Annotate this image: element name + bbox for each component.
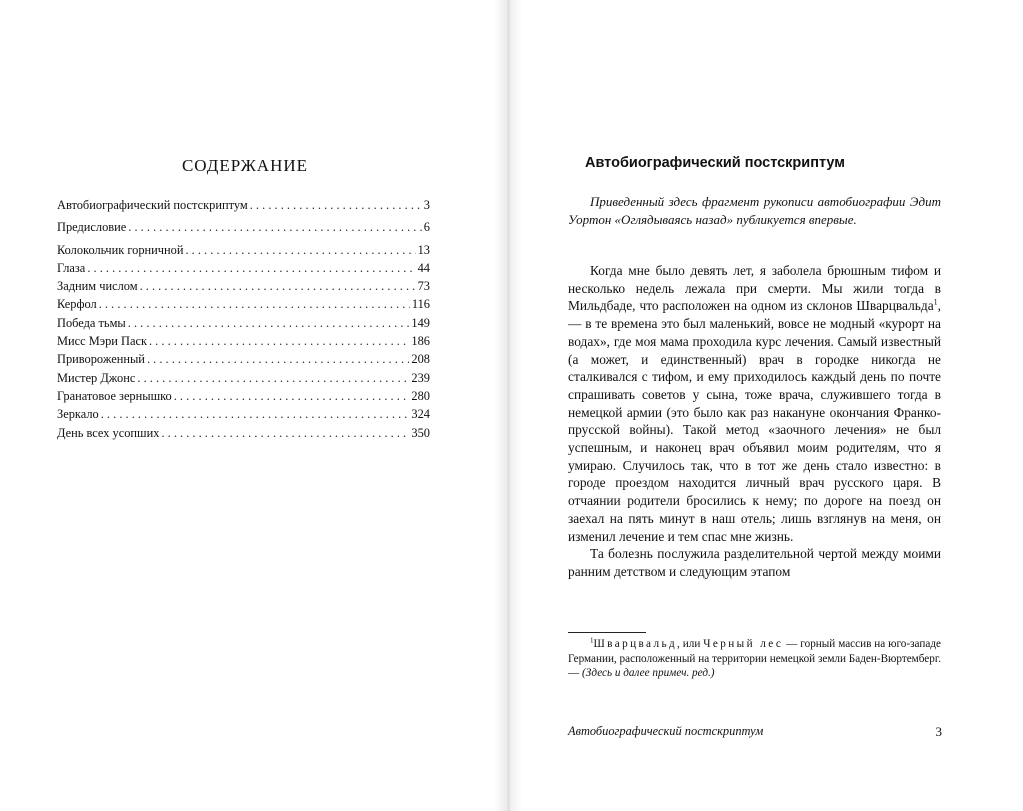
toc-entry-page: 186 xyxy=(411,334,430,349)
running-footer: Автобиографический постскриптум xyxy=(568,724,764,738)
paragraph-1-start: Когда мне было девять лет, я заболела брюшным тифом и несколько недель лежала при смерти. Мы жили тогда в Мильдбаде, что расположен на одном из склонов Шварцвальда xyxy=(568,263,941,314)
toc-entry-title: Задним числом xyxy=(57,279,138,294)
body-text xyxy=(568,262,941,581)
paragraph-1-end: , — в те времена это был маленький, вовсе не модный «курорт на водах», где моя мама проходила курс лечения. Самый известный (а может, и единственный) врач в городке никогда не сталкивался с тифом, и ему приходилось каждый день по почте спрашивать советов у сына, тоже врача, служившего тогда в немецкой армии (это было как раз накануне окончания Франко-прусской войны). Такой метод «заочного лечения» не был успешным, и наконец врач объявил моим родителям, что я умираю. Случилось так, что в тот же день стало известно: в городе проездом находится личный врач русского царя. В отчаянии родители бросились к нему; по дороге на поезд он заехал на пять минут в наш отель; лишь взглянув на меня, он изменил лечение и тем спас мне жизнь. xyxy=(568,298,941,544)
footnote-term-1: Шварцвальд xyxy=(593,638,678,650)
footnote-editor-note: (Здесь и далее примеч. ред.) xyxy=(581,667,715,679)
toc-leader-dots xyxy=(99,295,410,313)
toc-entry-page: 73 xyxy=(417,279,430,294)
toc-entry xyxy=(57,332,430,350)
toc-leader-dots xyxy=(101,405,410,423)
toc-entry-title: Привороженный xyxy=(57,352,145,367)
toc-entry-page: 149 xyxy=(411,315,430,330)
toc-entry-page: 116 xyxy=(411,297,430,312)
toc-entry-page: 324 xyxy=(411,407,430,422)
footnote-term-2: Черный лес xyxy=(703,638,784,650)
toc-entry-title: Мисс Мэри Паск xyxy=(57,334,147,349)
toc-entry xyxy=(57,277,430,295)
toc-entry xyxy=(57,350,430,368)
table-of-contents xyxy=(57,196,430,442)
toc-leader-dots xyxy=(147,350,409,368)
toc-entry xyxy=(57,295,430,313)
toc-entry-title: День всех усопших xyxy=(57,425,160,440)
toc-entry xyxy=(57,424,430,442)
toc-entry-page: 13 xyxy=(417,242,430,257)
toc-entry-title: Предисловие xyxy=(57,220,127,235)
toc-entry-page: 6 xyxy=(423,220,430,235)
toc-entry-page: 239 xyxy=(411,370,430,385)
footnote-rule xyxy=(568,632,646,633)
footnote xyxy=(568,637,941,681)
toc-entry xyxy=(57,218,430,236)
footnote-mid: , или xyxy=(677,638,704,650)
footnote-marker: 1 xyxy=(590,636,594,645)
toc-entry-page: 350 xyxy=(411,425,430,440)
footnote-ref: 1 xyxy=(933,297,938,307)
toc-entry xyxy=(57,369,430,387)
toc-entry-title: Мистер Джонс xyxy=(57,370,136,385)
toc-leader-dots xyxy=(174,387,410,405)
paragraph-1 xyxy=(568,262,941,545)
toc-entry-title: Автобиографический постскриптум xyxy=(57,198,248,212)
toc-entry xyxy=(57,241,430,259)
toc-entry-title: Керфол xyxy=(57,297,97,312)
toc-leader-dots xyxy=(250,196,422,214)
toc-entry-title: Зеркало xyxy=(57,407,99,422)
toc-entry-page: 44 xyxy=(417,260,430,275)
toc-entry-title: Победа тьмы xyxy=(57,315,126,330)
toc-leader-dots xyxy=(140,277,416,295)
book-gutter xyxy=(494,0,522,811)
toc-entry-title: Гранатовое зернышко xyxy=(57,388,172,403)
page-number: 3 xyxy=(935,724,942,739)
chapter-title: Автобиографический постскриптум xyxy=(584,155,846,171)
toc-entry xyxy=(57,314,430,332)
toc-entry-title: Глаза xyxy=(57,260,86,275)
footnote-text: — горный массив на юго-западе Германии, расположенный на территории немецкой земли Баден-Вюртемберг. — xyxy=(568,638,941,679)
toc-leader-dots xyxy=(137,369,409,387)
toc-entry-page: 280 xyxy=(411,388,430,403)
toc-leader-dots xyxy=(128,218,422,236)
toc-leader-dots xyxy=(161,424,409,442)
toc-entry-page: 3 xyxy=(423,198,430,212)
epigraph: Приведенный здесь фрагмент рукописи автобиографии Эдит Уортон «Оглядываясь назад» публикуется впервые. xyxy=(568,194,941,227)
toc-entry xyxy=(57,196,430,214)
toc-leader-dots xyxy=(185,241,415,259)
toc-leader-dots xyxy=(128,314,410,332)
toc-entry xyxy=(57,259,430,277)
toc-entry xyxy=(57,387,430,405)
toc-heading: СОДЕРЖАНИЕ xyxy=(181,156,309,175)
toc-entry-page: 208 xyxy=(411,352,430,367)
paragraph-2: Та болезнь послужила разделительной чертой между моими ранним детством и следующим этапом xyxy=(568,546,941,579)
toc-leader-dots xyxy=(149,332,409,350)
toc-leader-dots xyxy=(87,259,415,277)
toc-entry xyxy=(57,405,430,423)
toc-entry-title: Колокольчик горничной xyxy=(57,242,184,257)
